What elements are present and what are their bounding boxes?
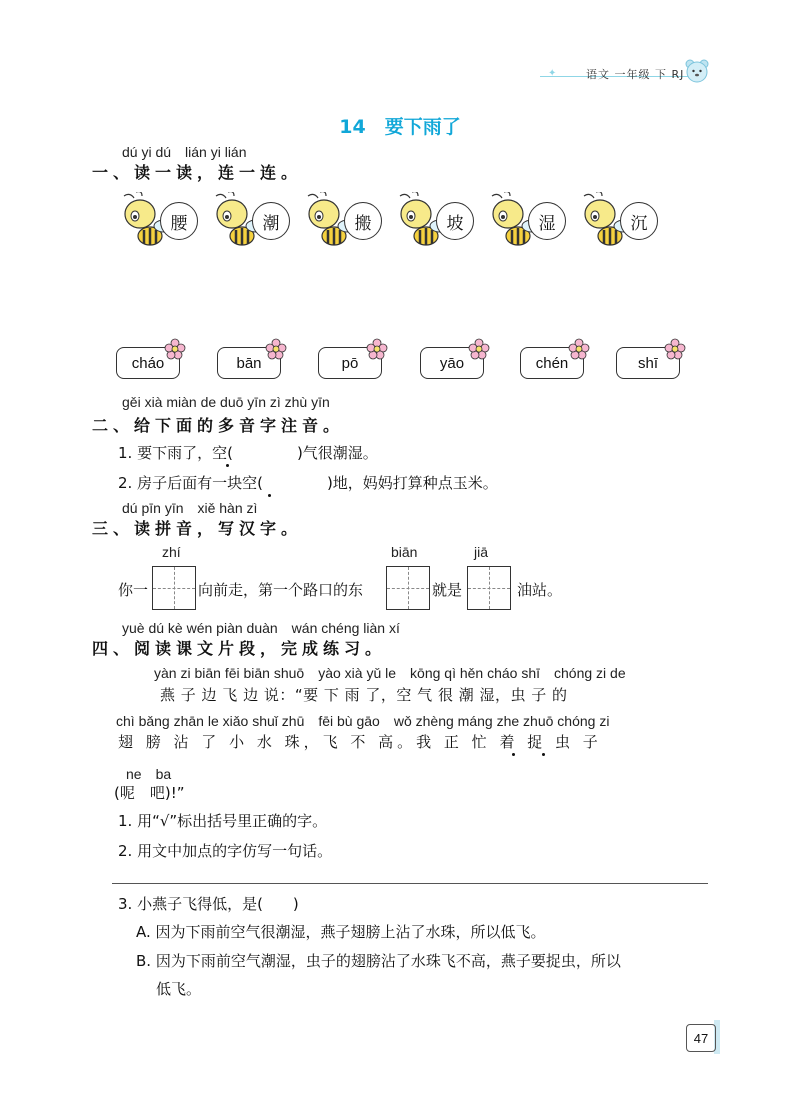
pinyin-jia: jiā <box>474 544 489 560</box>
writing-box-1[interactable] <box>152 566 196 610</box>
emphasis-dot <box>512 753 515 756</box>
bee-card-4[interactable] <box>396 192 480 256</box>
bee-card-1[interactable] <box>120 192 204 256</box>
bear-mascot-icon <box>684 58 710 88</box>
section2-heading: 二、给下面的多音字注音。 <box>92 416 345 435</box>
flower-icon <box>568 338 590 360</box>
flower-icon <box>664 338 686 360</box>
bee-card-2[interactable] <box>212 192 296 256</box>
bee-card-5[interactable] <box>488 192 572 256</box>
pinyin-card-4[interactable]: yāo <box>420 347 484 379</box>
passage-line1-pinyin: yàn zi biān fēi biān shuō yào xià yǔ le kōng qì hěn cháo shī chóng zi de <box>154 665 626 681</box>
option-a[interactable]: A. 因为下雨前空气很潮湿，燕子翅膀上沾了水珠，所以低飞。 <box>136 923 546 941</box>
emphasis-dot <box>226 464 229 467</box>
question2-1-suffix: )气很潮湿。 <box>296 444 378 462</box>
character-circle: 坡 <box>436 202 474 240</box>
writing-box-2[interactable] <box>386 566 430 610</box>
answer-line[interactable] <box>112 883 708 884</box>
passage-line2: 翅 膀 沾 了 小 水 珠，飞 不 高。我 正 忙 着 捉 虫 子 <box>118 733 602 751</box>
option-b-line2: 低飞。 <box>156 980 202 998</box>
question2-1-prefix: 1. 要下雨了，空( <box>118 444 233 462</box>
question2-2-prefix: 2. 房子后面有一块空( <box>118 474 263 492</box>
character-circle: 潮 <box>252 202 290 240</box>
pinyin-card-2[interactable]: bān <box>217 347 281 379</box>
character-circle: 腰 <box>160 202 198 240</box>
question4-3: 3. 小燕子飞得低，是( ) <box>118 895 299 913</box>
lesson-title: 14 要下雨了 <box>339 116 461 138</box>
flower-icon <box>265 338 287 360</box>
flower-icon <box>366 338 388 360</box>
sentence-seg-2: 向前走，第一个路口的东 <box>198 581 364 599</box>
character-circle: 湿 <box>528 202 566 240</box>
section1-heading: 一、读一读，连一连。 <box>92 163 303 182</box>
section4-heading: 四、阅读课文片段，完成练习。 <box>92 639 387 658</box>
question4-2: 2. 用文中加点的字仿写一句话。 <box>118 842 333 860</box>
pinyin-card-5[interactable]: chén <box>520 347 584 379</box>
passage-line1: 燕 子 边 飞 边 说：“要 下 雨 了，空 气 很 潮 湿，虫 子 的 <box>160 686 568 704</box>
character-circle: 沉 <box>620 202 658 240</box>
passage-line2-pinyin: chì bǎng zhān le xiǎo shuǐ zhū fēi bù gāo wǒ zhèng máng zhe zhuō chóng zi <box>116 713 610 729</box>
pinyin-bian: biān <box>391 544 418 560</box>
section4-pinyin: yuè dú kè wén piàn duàn wán chéng liàn xí <box>122 620 400 636</box>
star-icon: ✦ <box>548 68 557 79</box>
pinyin-card-3[interactable]: pō <box>318 347 382 379</box>
bee-card-6[interactable] <box>580 192 664 256</box>
section3-pinyin: dú pīn yīn xiě hàn zì <box>122 500 258 516</box>
question4-1: 1. 用“√”标出括号里正确的字。 <box>118 812 328 830</box>
emphasis-dot <box>542 753 545 756</box>
passage-line3-pinyin: ne ba <box>126 766 172 782</box>
pinyin-zhi: zhí <box>162 544 181 560</box>
question2-2-suffix: )地，妈妈打算种点玉米。 <box>326 474 498 492</box>
question2-1 <box>118 442 378 463</box>
flower-icon <box>468 338 490 360</box>
page-number: 47 <box>686 1024 716 1052</box>
sentence-seg-4: 油站。 <box>517 581 563 599</box>
section1-pinyin: dú yi dú lián yi lián <box>122 144 247 160</box>
section2-pinyin: gěi xià miàn de duō yīn zì zhù yīn <box>122 394 330 410</box>
question2-2 <box>118 472 498 493</box>
flower-icon <box>164 338 186 360</box>
pinyin-card-6[interactable]: shī <box>616 347 680 379</box>
sentence-seg-1: 你一 <box>118 581 149 599</box>
pinyin-card-1[interactable]: cháo <box>116 347 180 379</box>
passage-line3: (呢 吧)!” <box>114 784 185 802</box>
writing-box-3[interactable] <box>467 566 511 610</box>
header-label: 语文 一年级 下 RJ <box>586 68 685 81</box>
section3-heading: 三、读拼音，写汉字。 <box>92 519 303 538</box>
option-b-line1[interactable]: B. 因为下雨前空气潮湿，虫子的翅膀沾了水珠飞不高，燕子要捉虫，所以 <box>136 952 621 970</box>
bee-card-3[interactable] <box>304 192 388 256</box>
emphasis-dot <box>268 494 271 497</box>
sentence-seg-3: 就是 <box>432 581 463 599</box>
character-circle: 搬 <box>344 202 382 240</box>
